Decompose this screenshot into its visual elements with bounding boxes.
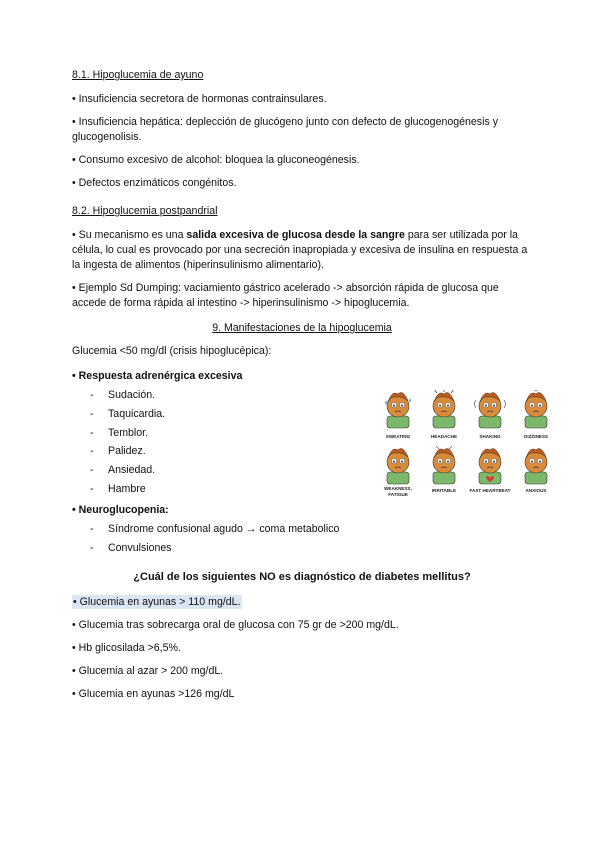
list-item: - Convulsiones <box>72 541 532 556</box>
label-fatigue: FATIGUE <box>388 492 408 497</box>
list-item: - Sudación. <box>72 388 532 403</box>
label-irritable: IRRITABLE <box>431 488 457 493</box>
anxious-figure <box>525 449 547 493</box>
quiz-option-highlight: • Glucemia en ayunas > 110 mg/dL. <box>73 595 241 608</box>
sweating-figure <box>385 393 411 439</box>
irritable-figure <box>432 446 456 493</box>
label-headache: HEADACHE <box>430 434 458 439</box>
label-fast-heartbeat: FAST HEARTBEAT <box>469 488 511 493</box>
list-item: - Taquicardia. <box>72 407 532 422</box>
label-anxious: ANXIOUS <box>525 488 547 493</box>
headache-figure <box>431 390 457 439</box>
quiz-question: ¿Cuál de los siguientes NO es diagnóstico de diabetes mellitus? <box>133 570 471 583</box>
label-dizziness: DIZZINESS <box>524 434 548 439</box>
s81-item-4: • Defectos enzimáticos congénitos. <box>72 177 237 189</box>
quiz-option-2[interactable]: • Glucemia tras sobrecarga oral de glucosa con 75 gr de >200 mg/dL. <box>72 618 399 631</box>
label-weakness: WEAKNESS, <box>384 486 412 491</box>
s81-item-3: • Consumo excesivo de alcohol: bloquea la gluconeogénesis. <box>72 154 360 166</box>
s82-p1-post: para ser utilizada por la célula, lo cual es provocado por una secreción inapropiada y excesiva de insulina en respuesta a la ingesta de alimentos (hiperinsulinismo alimentario). <box>72 229 528 271</box>
label-shaking: SHAKING <box>479 434 501 439</box>
s81-item-2: • Insuficiencia hepática: deplección de glucógeno junto con defecto de glucogenogénesis y glucogenolisis. <box>72 116 498 143</box>
s82-paragraph-1 <box>72 228 532 273</box>
list-item: - Síndrome confusional agudo → coma metabolico <box>72 522 532 537</box>
fast-heartbeat-figure <box>469 449 510 493</box>
list-item: - Ansiedad. <box>72 463 532 478</box>
neuro-list <box>72 522 532 556</box>
shaking-figure <box>475 393 506 439</box>
list-item: - Palidez. <box>72 444 532 459</box>
section-8-1-title: 8.1. Hipoglucemia de ayuno <box>72 69 204 81</box>
quiz-option-3[interactable]: • Hb glicosilada >6,5%. <box>72 641 181 654</box>
s82-p1-pre: • Su mecanismo es una <box>72 229 187 241</box>
label-sweating: SWEATING <box>385 434 411 439</box>
document-page <box>72 68 532 710</box>
quiz-option-5[interactable]: • Glucemia en ayunas >126 mg/dL <box>72 687 235 700</box>
adrenergic-title: • Respuesta adrenérgica excesiva <box>72 370 243 382</box>
neuro-title: • Neuroglucopenia: <box>72 503 169 516</box>
s82-paragraph-2: • Ejemplo Sd Dumping: vaciamiento gástrico acelerado -> absorción rápida de glucosa que accede de forma rápida al intestino -> hiperinsulinismo -> hipoglucemia. <box>72 282 499 309</box>
list-item: - Hambre <box>72 482 532 497</box>
dizziness-figure <box>524 390 548 439</box>
section-8-2-title: 8.2. Hipoglucemia postpandrial <box>72 205 218 217</box>
list-item: - Temblor. <box>72 426 532 441</box>
s81-item-1: • Insuficiencia secretora de hormonas contrainsulares. <box>72 93 327 105</box>
weakness-figure <box>384 449 412 497</box>
s82-p1-bold: salida excesiva de glucosa desde la sangre <box>186 229 405 241</box>
glucemia-line: Glucemia <50 mg/dl (crisis hipoglucépica): <box>72 345 272 357</box>
hypoglycemia-symptoms-illustration <box>376 390 562 500</box>
quiz-option-4[interactable]: • Glucemia al azar > 200 mg/dL. <box>72 664 224 677</box>
quiz-option-1[interactable] <box>72 595 532 610</box>
section-9-title: 9. Manifestaciones de la hipoglucemia <box>212 322 392 334</box>
